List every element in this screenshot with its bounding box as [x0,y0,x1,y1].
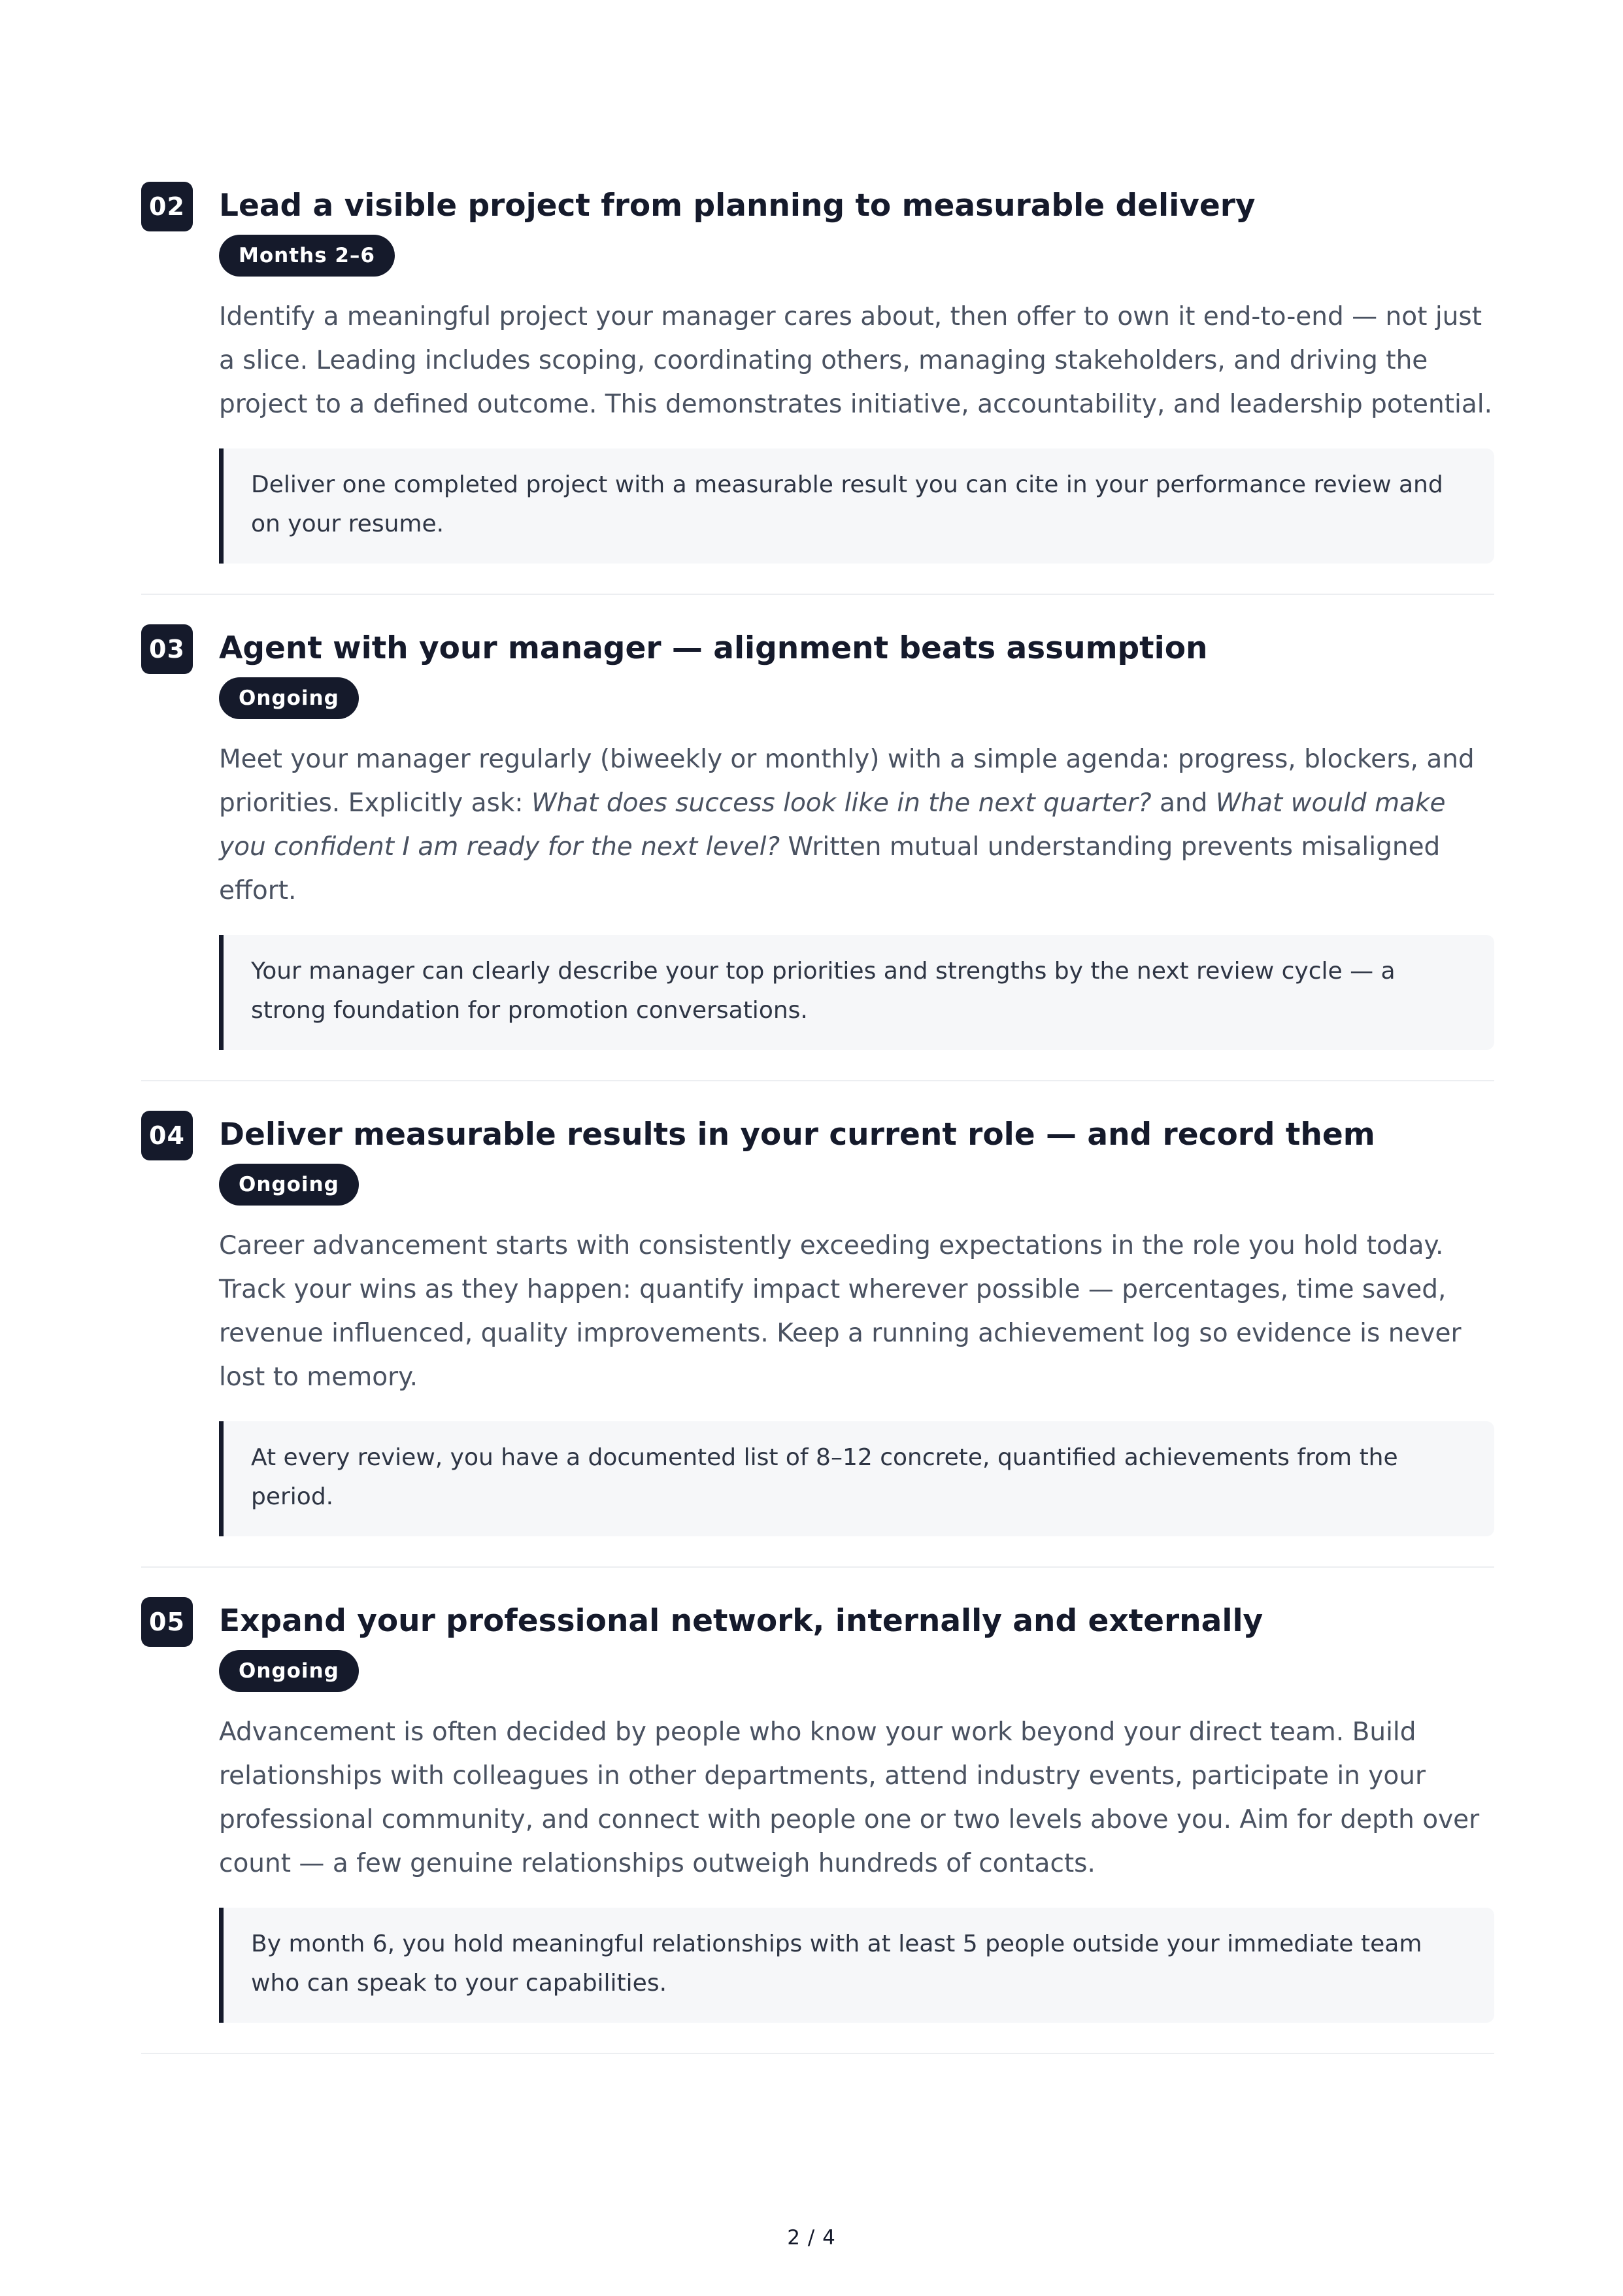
outcome-callout: At every review, you have a documented list of 8–12 concrete, quantified achievements from the period. [219,1421,1494,1536]
step-02 [141,185,1494,595]
outcome-callout: By month 6, you hold meaningful relationships with at least 5 people outside your immediate team who can speak to your capabilities. [219,1908,1494,2023]
timeframe-badge: Ongoing [219,677,359,719]
step-title: Expand your professional network, internally and externally [219,1603,1263,1639]
steps-list [141,185,1494,2054]
description-text: Written mutual understanding prevents misaligned effort. [219,832,1441,905]
description-text: Meet your manager regularly (biweekly or monthly) with a simple agenda: progress, blockers, and priorities. Explicitly ask: [219,745,1475,818]
timeframe-badge: Ongoing [219,1650,359,1692]
page-indicator: 2 / 4 [787,2226,836,2250]
step-title: Agent with your manager — alignment beats assumption [219,630,1208,666]
step-03 [141,628,1494,1081]
timeframe-badge: Months 2–6 [219,235,395,277]
step-number-badge: 02 [141,182,193,231]
step-title: Lead a visible project from planning to measurable delivery [219,188,1256,224]
step-description: Advancement is often decided by people who know your work beyond your direct team. Build relationships with colleagues in other departments, attend industry events, participate in your professional community, and connect with people one or two levels above you. Aim for depth over count — a few genuine relationships outweigh hundreds of contacts. [219,1717,1480,1878]
timeframe-badge: Ongoing [219,1164,359,1206]
outcome-callout: Your manager can clearly describe your top priorities and strengths by the next review cycle — a strong foundation for promotion conversations. [219,935,1494,1050]
step-title: Deliver measurable results in your current role — and record them [219,1117,1375,1153]
step-04 [141,1114,1494,1568]
step-05 [141,1600,1494,2054]
step-description [219,737,1494,913]
description-question: What does success look like in the next quarter? [531,788,1152,818]
step-description: Career advancement starts with consistently exceeding expectations in the role you hold today. Track your wins as they happen: quantify impact wherever possible — percentages, time saved, revenue influenced, quality improvements. Keep a running achievement log so evidence is never lost to memory. [219,1231,1462,1392]
step-description: Identify a meaningful project your manager cares about, then offer to own it end-to-end — not just a slice. Leading includes scoping, coordinating others, managing stakeholders, and driving the project to a defined outcome. This demonstrates initiative, accountability, and leadership potential. [219,302,1492,419]
step-number-badge: 05 [141,1597,193,1647]
description-text: and [1151,788,1216,818]
outcome-callout: Deliver one completed project with a measurable result you can cite in your performance review and on your resume. [219,448,1494,564]
step-number-badge: 04 [141,1111,193,1160]
step-number-badge: 03 [141,624,193,674]
description-question: What would make you confident I am ready for the next level? [219,788,1446,862]
